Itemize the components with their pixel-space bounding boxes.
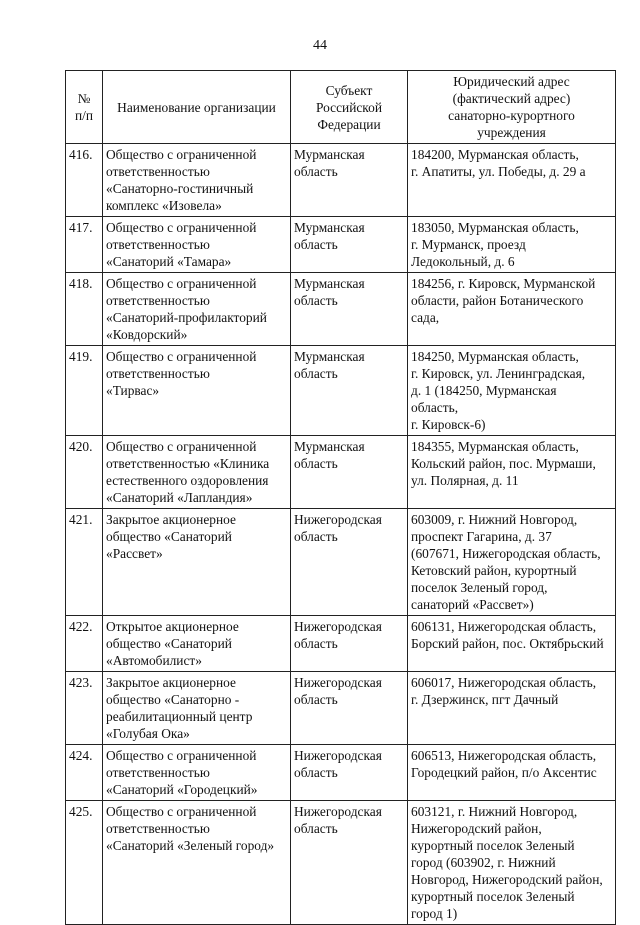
region-name: Мурманская область	[291, 436, 408, 509]
header-address: Юридический адрес (фактический адрес) санаторно-курортного учреждения	[408, 71, 616, 144]
organization-name: Общество с ограниченной ответственностью «Санаторий «Тамара»	[103, 217, 291, 273]
organization-address: 184250, Мурманская область, г. Кировск, ул. Ленинградская, д. 1 (184250, Мурманская область, г. Кировск-6)	[408, 346, 616, 436]
region-name: Нижегородская область	[291, 672, 408, 745]
organization-name: Общество с ограниченной ответственностью «Санаторий «Городецкий»	[103, 745, 291, 801]
organization-name: Общество с ограниченной ответственностью «Санаторий-профилакторий «Ковдорский»	[103, 273, 291, 346]
row-number: 418.	[66, 273, 103, 346]
table-row	[66, 801, 616, 925]
table-body	[66, 144, 616, 925]
organization-address: 184355, Мурманская область, Кольский район, пос. Мурмаши, ул. Полярная, д. 11	[408, 436, 616, 509]
organization-address: 603009, г. Нижний Новгород, проспект Гагарина, д. 37 (607671, Нижегородская область, Кетовский район, курортный поселок Зеленый город, санаторий «Рассвет»)	[408, 509, 616, 616]
region-name: Мурманская область	[291, 217, 408, 273]
organization-address: 603121, г. Нижний Новгород, Нижегородский район, курортный поселок Зеленый город (603902, г. Нижний Новгород, Нижегородский район, курортный поселок Зеленый город 1)	[408, 801, 616, 925]
row-number: 425.	[66, 801, 103, 925]
organization-name: Открытое акционерное общество «Санаторий «Автомобилист»	[103, 616, 291, 672]
table-row	[66, 346, 616, 436]
organization-address: 606131, Нижегородская область, Борский район, пос. Октябрьский	[408, 616, 616, 672]
organization-name: Общество с ограниченной ответственностью «Клиника естественного оздоровления «Санаторий «Лапландия»	[103, 436, 291, 509]
organizations-table	[65, 70, 616, 925]
region-name: Нижегородская область	[291, 509, 408, 616]
table-row	[66, 144, 616, 217]
region-name: Нижегородская область	[291, 745, 408, 801]
region-name: Мурманская область	[291, 346, 408, 436]
organization-name: Общество с ограниченной ответственностью «Тирвас»	[103, 346, 291, 436]
table-row	[66, 273, 616, 346]
organization-address: 606513, Нижегородская область, Городецкий район, п/о Аксентис	[408, 745, 616, 801]
region-name: Нижегородская область	[291, 801, 408, 925]
row-number: 420.	[66, 436, 103, 509]
page-number: 44	[313, 38, 327, 53]
organization-name: Закрытое акционерное общество «Санаторий «Рассвет»	[103, 509, 291, 616]
organization-address: 184256, г. Кировск, Мурманской области, район Ботанического сада,	[408, 273, 616, 346]
region-name: Нижегородская область	[291, 616, 408, 672]
row-number: 419.	[66, 346, 103, 436]
organization-address: 184200, Мурманская область, г. Апатиты, ул. Победы, д. 29 а	[408, 144, 616, 217]
organization-name: Общество с ограниченной ответственностью «Санаторий «Зеленый город»	[103, 801, 291, 925]
table-row	[66, 616, 616, 672]
header-region: Субъект Российской Федерации	[291, 71, 408, 144]
header-number: № п/п	[66, 71, 103, 144]
organization-name: Общество с ограниченной ответственностью «Санаторно-гостиничный комплекс «Изовела»	[103, 144, 291, 217]
row-number: 422.	[66, 616, 103, 672]
row-number: 423.	[66, 672, 103, 745]
organization-name: Закрытое акционерное общество «Санаторно - реабилитационный центр «Голубая Ока»	[103, 672, 291, 745]
row-number: 421.	[66, 509, 103, 616]
row-number: 424.	[66, 745, 103, 801]
header-organization-name: Наименование организации	[103, 71, 291, 144]
region-name: Мурманская область	[291, 273, 408, 346]
region-name: Мурманская область	[291, 144, 408, 217]
table-row	[66, 509, 616, 616]
row-number: 416.	[66, 144, 103, 217]
table-row	[66, 745, 616, 801]
organization-address: 183050, Мурманская область, г. Мурманск, проезд Ледокольный, д. 6	[408, 217, 616, 273]
table-row	[66, 436, 616, 509]
organization-address: 606017, Нижегородская область, г. Дзержинск, пгт Дачный	[408, 672, 616, 745]
table-header-row	[66, 71, 616, 144]
table-row	[66, 217, 616, 273]
row-number: 417.	[66, 217, 103, 273]
table-row	[66, 672, 616, 745]
